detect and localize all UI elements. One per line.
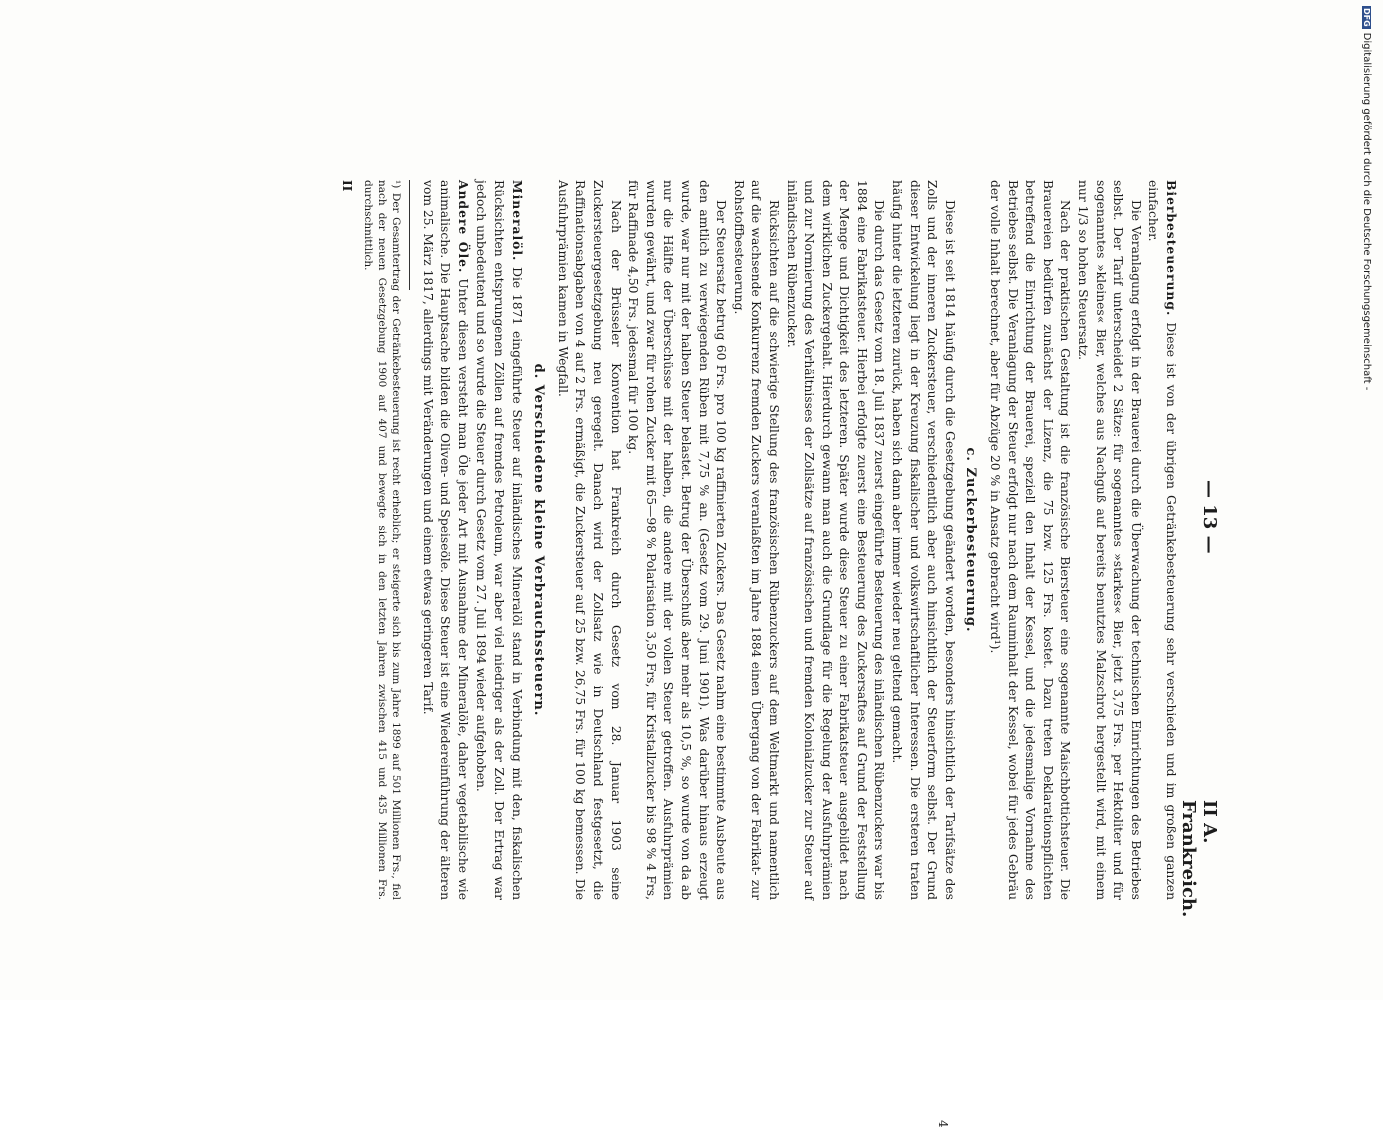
paragraph-text: Nach der Brüsseler Konvention hat Frankreich durch Gesetz vom 28. Januar 1903 seine Zuckersteuergesetzgebung neu geregelt. Danach wird der Zollsatz wie in Deutschland festgesetzt, die Raffinationsabgaben von 4 auf 2 Frs. ermäßigt, die Zuckersteuer auf 25 bzw. 26,75 Frs. für 100 kg bemessen. Die Ausfuhrprämien kamen in Wegfall. (555, 180, 623, 900)
paragraph-text: Rücksichten auf die schwierige Stellung des französischen Rübenzuckers auf dem Weltmarkt und namentlich auf die wachsende Konkurrenz fremden Zuckers veranlaßten im Jahre 1884 einen Übergang von der Fabrikat- zur Rohstoffbesteuerung. (731, 180, 781, 900)
paragraph (729, 180, 782, 900)
page-header (1178, 180, 1220, 918)
paragraph (1144, 180, 1180, 900)
paragraph-text: Der Steuersatz betrug 60 Frs. pro 100 kg raffinierten Zuckers. Das Gesetz nahm eine bestimmte Ausbeute aus den amtlich zu verwiegenden Rüben mit 7,75 % an. (Gesetz vom 29. Juni 1901). Was darüber hinaus erzeugt wurde, war nur mit der halben Steuer belastet. Betrug der Überschuß aber mehr als 10,5 %, so wurde von da ab nur die Hälfte der Überschüsse mit der halben, die andere mit der vollen Steuer getroffen. Ausfuhrprämien wurden gewährt, und zwar für rohen Zucker mit 65—98 % Polarisation 3,50 Frs, für Kristallzucker bis 98 % 4 Frs, für Raffinade 4,50 Frs. jedesmal für 100 kg. (626, 180, 729, 900)
paragraph-text: Die durch das Gesetz vom 18. Juli 1837 zuerst eingeführte Besteuerung des inländischen Rübenzuckers war bis 1884 eine Fabrikatsteuer. Hierbei erfolgte zuerst eine Besteuerung des Zuckersaftes auf Grund der Feststellung der Menge und Dichtigkeit des letzteren. Später wurde diese Steuer zu einer Fabrikatsteuer ausgebildet nach dem wirklichen Zuckergehalt. Hierdurch gewann man auch die Grundlage für die Regelung der Ausfuhrprämien und zur Normierung des Verhältnisses der Zollsätze auf französischen und fremden Kolonialzucker zur Steuer auf inländischen Rübenzucker. (784, 180, 887, 900)
section-heading: c. Zuckerbesteuerung. (963, 447, 979, 633)
paragraph (888, 180, 958, 900)
paragraph (472, 180, 526, 900)
dfg-logo: DFG (1362, 8, 1371, 27)
paragraph-text: Unter diesen versteht man Öle jeder Art mit Ausnahme der Mineralöle, daher vegetabilische wie animalische. Die Hauptsache bilden die Oliven- und Speiseöle. Diese Steuer ist eine Wiedereinführung der älteren vom 25. März 1817, allerdings mit Veränderungen und einem etwas geringeren Tarif. (420, 180, 470, 900)
paragraph-text: Nach der praktischen Gestaltung ist die französische Biersteuer eine sogenannte Maischbottichsteuer. Die Brauereien bedürfen zunächst der Lizenz, die 75 bzw. 125 Frs. kostet. Dazu treten Deklarationspflichten betreffend die Einrichtung der Brauerei, speziell den Inhalt der Kessel, und die jedesmalige Vornahme des Betriebes selbst. Die Veranlagung der Steuer erfolgt nur nach dem Rauminhalt der Kessel, wobei für jedes Gebräu der volle Inhalt berechnet, aber für Abzüge 20 % in Ansatz gebracht wird¹). (988, 180, 1073, 900)
section-heading: d. Verschiedene kleine Verbrauchssteuern. (531, 363, 547, 717)
digitization-note (1358, 6, 1372, 1006)
body-text (150, 180, 1180, 900)
footnote: ¹) Der Gesamtertrag der Getränkebesteuerung ist recht erheblich; er steigerte sich bis zum Jahre 1899 auf 501 Millionen Frs., fiel nach der neuen Gesetzgebung 1900 auf 407 und bewegte sich in den letzten Jahren zwischen 415 und 435 Millionen Frs. durchschnittlich. (362, 180, 403, 900)
paragraph-text: Diese ist seit 1814 häufig durch die Gesetzgebung geändert worden, besonders hinsichtlich der Tarifsätze des Zolls und der inneren Zuckersteuer, verschiedentlich aber auch hinsichtlich der Steuerform selbst. Der Grund dieser Entwickelung liegt in der Kreuzung fiskalischer und volkswirtschaftlicher Interessen. Die ersteren traten häufig hinter die letzteren zurück, haben sich dann aber immer wieder neu geltend gemacht. (890, 180, 957, 900)
paragraph (782, 180, 888, 900)
digitization-text: Digitalisierung gefördert durch die Deutsche Forschungsgemeinschaft - (1361, 32, 1372, 391)
chapter-title: II A. Frankreich. (1178, 800, 1220, 918)
paragraph-text: Diese ist von der übrigen Getränkebesteuerung sehr verschieden und im großen ganzen einfacher. (1146, 180, 1178, 900)
signature-number: 4 (936, 1120, 950, 1128)
paragraph-text: Die 1871 eingeführte Steuer auf inländisches Mineralöl stand in Verbindung mit den, fiskalischen Rücksichten entsprungenen Zöllen auf fremdes Petroleum, war aber viel niedriger als der Zoll. Der Ertrag war jedoch unbedeutend und so wurde die Steuer durch Gesetz vom 27. Juli 1894 wieder aufgehoben. (474, 180, 524, 900)
page-number: — 13 — (1199, 480, 1220, 554)
footnote-rule (409, 180, 410, 290)
paragraph-lead: Andere Öle. (455, 180, 471, 274)
paragraph (624, 180, 730, 900)
paragraph-lead: Bierbesteuerung. (1164, 180, 1179, 317)
paragraph (418, 180, 472, 900)
paragraph-text: Die Veranlagung erfolgt in der Brauerei durch die Überwachung der technischen Einrichtungen des Betriebes selbst. Der Tarif unterscheidet 2 Sätze: für sogenanntes »starkes« Bier, jetzt 3,75 Frs. per Hektoliter und für sogenanntes »kleines« Bier, welches aus Nachguß auf bereits benutztes Malzschrot hergestellt wird, mit einem nur 1/3 so hohen Steuersatz. (1076, 180, 1143, 900)
paragraph (553, 180, 623, 900)
rotated-text-block (110, 180, 1220, 1128)
paragraph (985, 180, 1073, 900)
paragraph-lead: Mineralöl. (509, 180, 525, 262)
paragraph (1073, 180, 1143, 900)
signature-mark: II (340, 180, 355, 192)
